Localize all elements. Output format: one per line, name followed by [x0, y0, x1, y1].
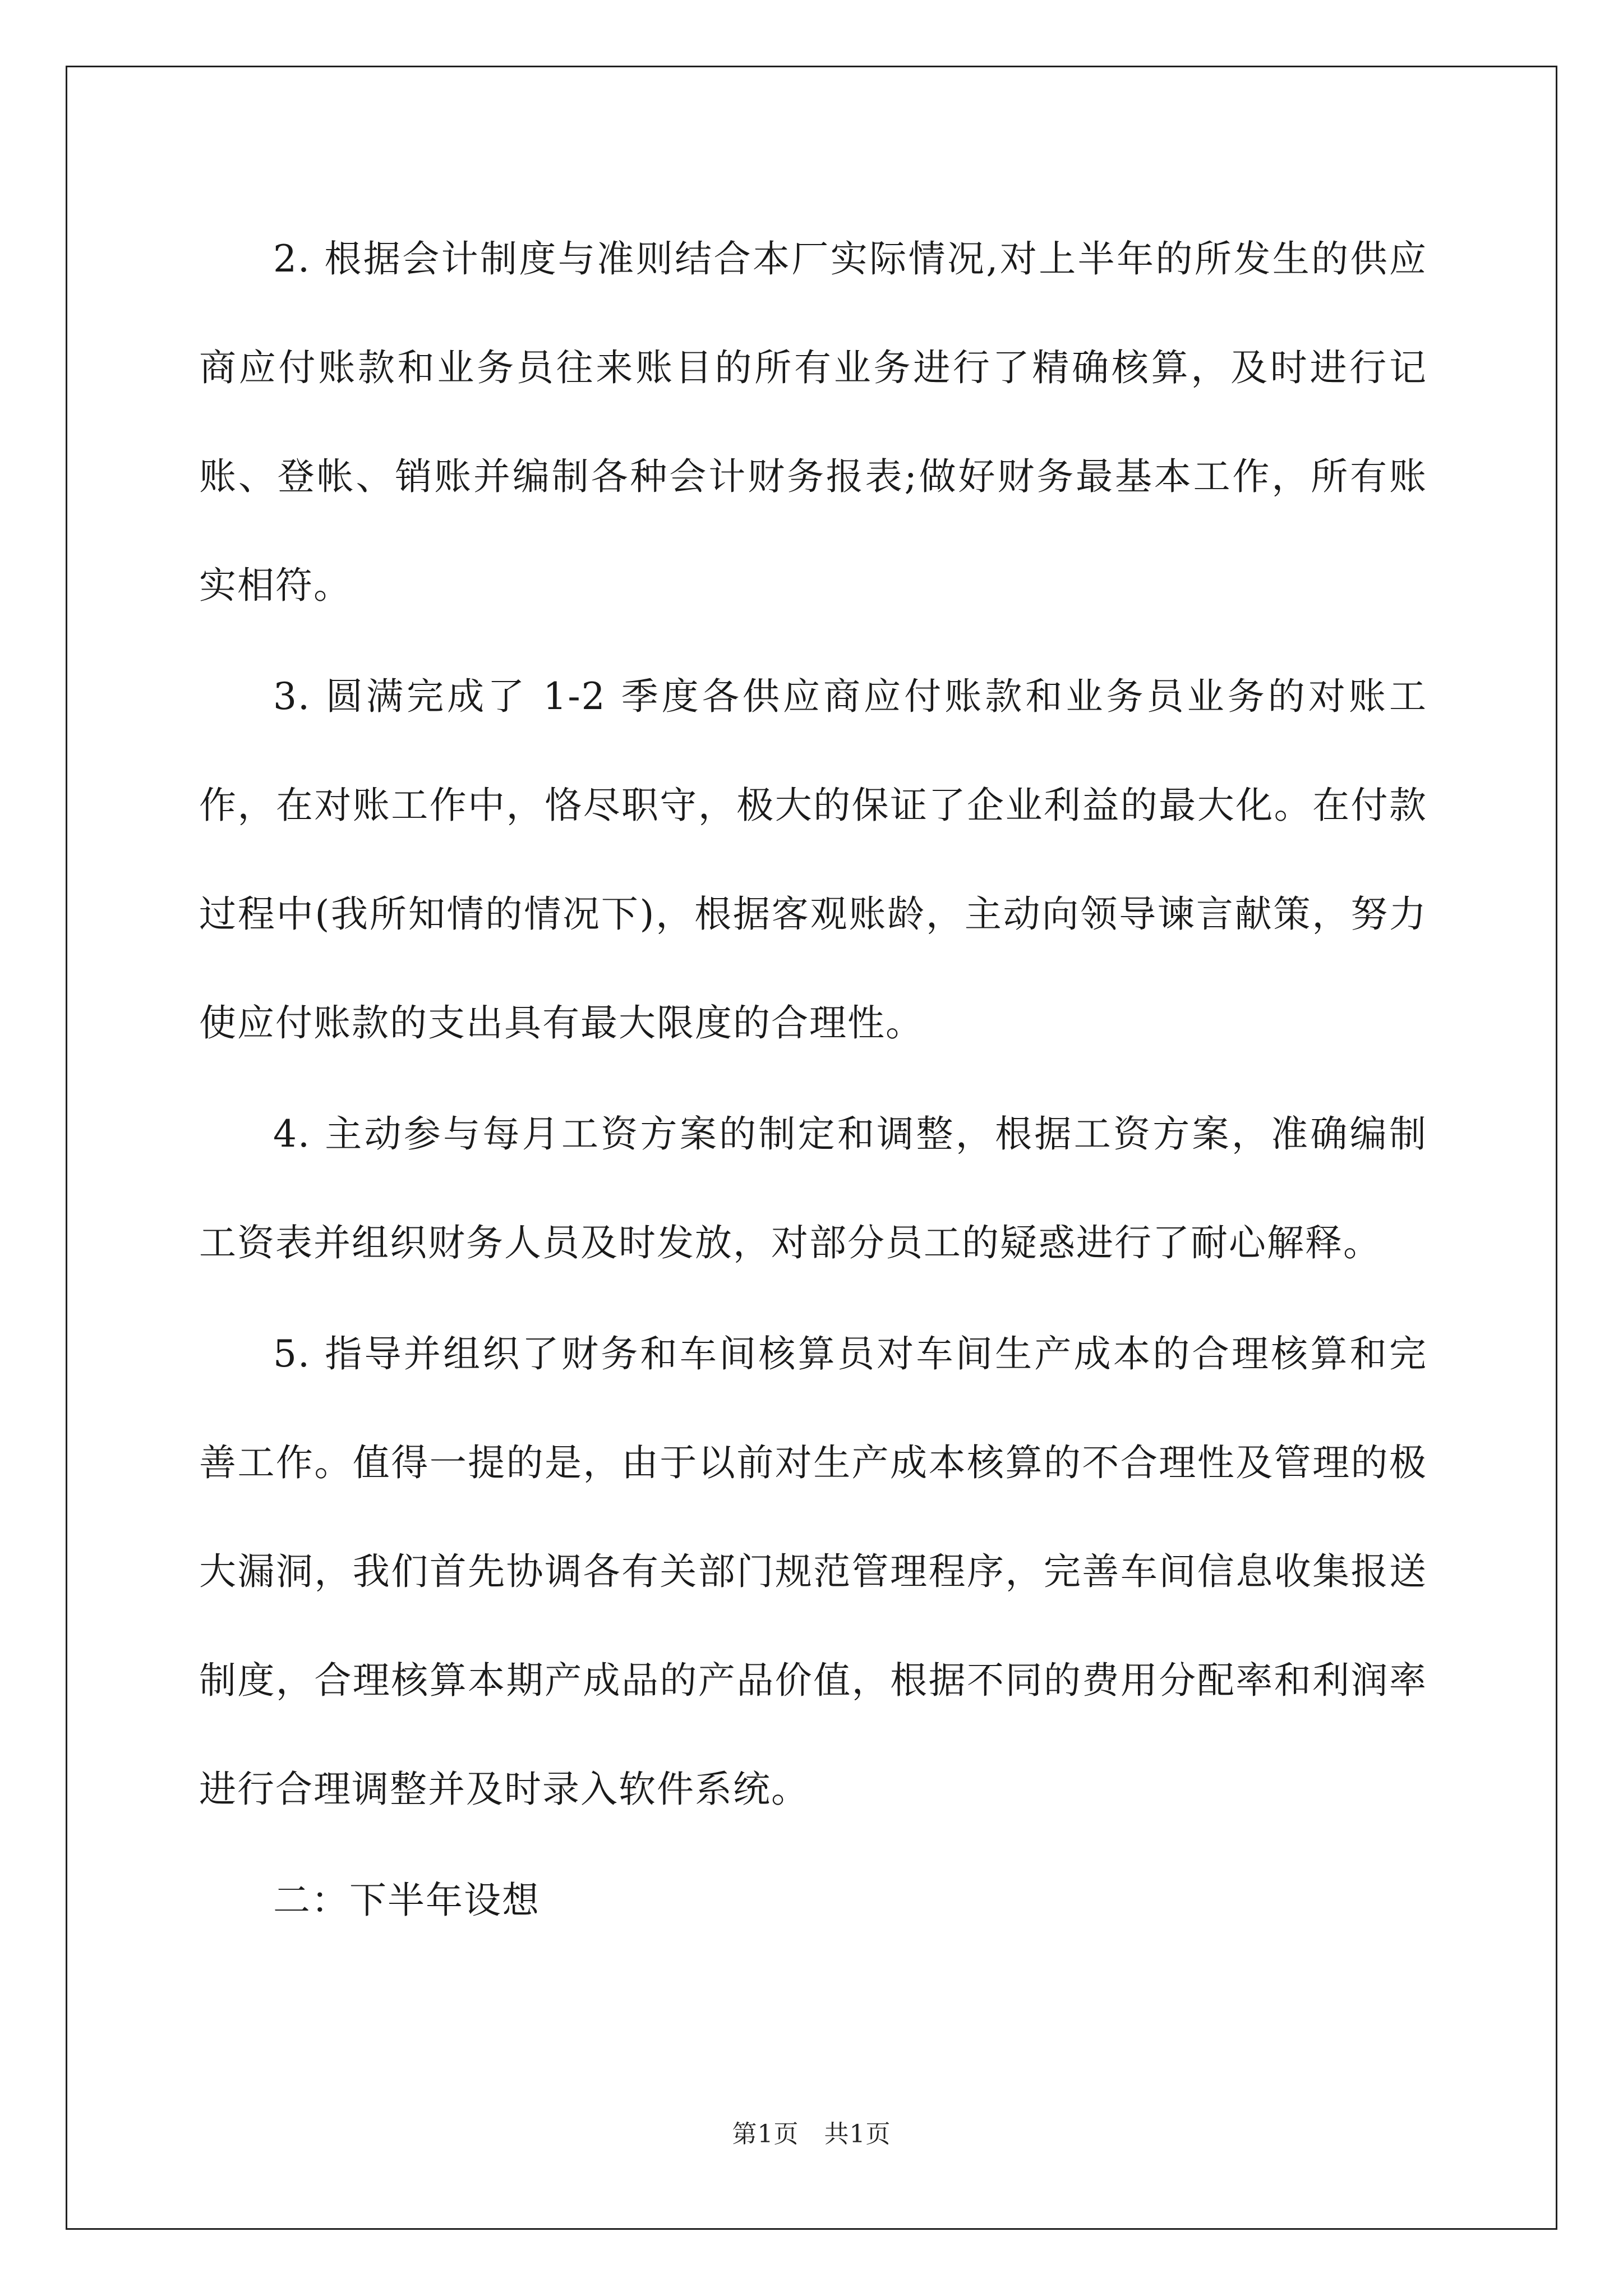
paragraph-4: 4. 主动参与每月工资方案的制定和调整，根据工资方案，准确编制工资表并组织财务人员及时发放，对部分员工的疑惑进行了耐心解释。 [199, 1112, 1427, 1264]
section-heading-second-half-plan: 二：下半年设想 [273, 1879, 540, 1922]
document-body [199, 205, 1427, 1957]
paragraph-3: 3. 圆满完成了 1-2 季度各供应商应付账款和业务员业务的对账工作，在对账工作中，恪尽职守，极大的保证了企业利益的最大化。在付款过程中(我所知情的情况下)，根据客观账龄，主动向领导谏言献策，努力使应付账款的支出具有最大限度的合理性。 [199, 675, 1427, 1045]
paragraph-2: 2. 根据会计制度与准则结合本厂实际情况,对上半年的所发生的供应商应付账款和业务员往来账目的所有业务进行了精确核算，及时进行记账、登帐、销账并编制各种会计财务报表;做好财务最基本工作，所有账实相符。 [199, 237, 1427, 607]
page-footer: 第1页 共1页 [732, 2120, 891, 2148]
paragraph-5: 5. 指导并组织了财务和车间核算员对车间生产成本的合理核算和完善工作。值得一提的是，由于以前对生产成本核算的不合理性及管理的极大漏洞，我们首先协调各有关部门规范管理程序，完善车间信息收集报送制度，合理核算本期产成品的产品价值，根据不同的费用分配率和利润率进行合理调整并及时录入软件系统。 [199, 1332, 1427, 1811]
